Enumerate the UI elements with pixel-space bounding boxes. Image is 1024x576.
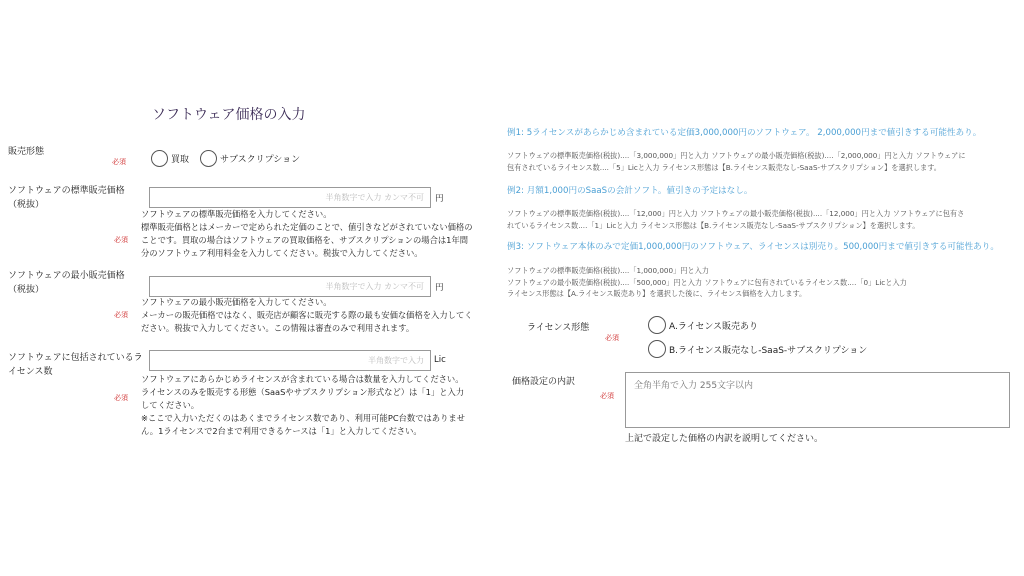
required-badge: 必須 bbox=[114, 236, 128, 244]
license-type-label: ライセンス形態 bbox=[527, 323, 590, 333]
minimum-price-input[interactable]: 半角数字で入力 カンマ不可 bbox=[149, 276, 431, 297]
radio-purchase-label: 買取 bbox=[171, 155, 190, 165]
radio-subscription-label: サブスクリプション bbox=[220, 155, 301, 165]
radio-license-a[interactable] bbox=[648, 316, 758, 334]
license-count-unit: Lic bbox=[434, 355, 446, 365]
price-breakdown-label: 価格設定の内訳 bbox=[512, 377, 576, 387]
example-2-heading: 例2: 月額1,000円のSaaSの会計ソフト。値引きの予定はなし。 bbox=[507, 186, 753, 196]
required-badge: 必須 bbox=[114, 394, 128, 402]
license-count-description: ソフトウェアにあらかじめライセンスが含まれている場合は数量を入力してください。 ライセンスのみを販売する形態（SaaSやサブスクリプション形式など）は「1」と入力 してください。 ※ここで入力いただくのはあくまでライセンス数であり、利用可能PC台数ではありませ ん。1ライセンスで2台まで利用できるケースは「1」と入力してください。 bbox=[141, 374, 465, 436]
radio-subscription[interactable] bbox=[200, 150, 300, 167]
radio-license-b-label: B.ライセンス販売なし-SaaS-サブスクリプション bbox=[669, 345, 868, 356]
radio-license-a-label: A.ライセンス販売あり bbox=[669, 321, 759, 332]
standard-price-input[interactable]: 半角数字で入力 カンマ不可 bbox=[149, 187, 431, 208]
price-breakdown-textarea[interactable]: 全角半角で入力 255文字以内 bbox=[625, 372, 1010, 428]
sales-type-label: 販売形態 bbox=[8, 147, 45, 157]
example-2-body: ソフトウェアの標準販売価格(税抜)....「12,000」円と入力 ソフトウェアの最小販売価格(税抜)....「12,000」円と入力 ソフトウェアに包有さ れているライセンス数....「1」Licと入力 ライセンス形態は【B.ライセンス販売なし-SaaS-サブスクリプション】を選択します。 bbox=[507, 209, 965, 230]
price-breakdown-help: 上記で設定した価格の内訳を説明してください。 bbox=[625, 434, 824, 444]
example-1-heading: 例1: 5ライセンスがあらかじめ含まれている定価3,000,000円のソフトウェア。 2,000,000円まで値引きする可能性あり。 bbox=[507, 128, 982, 138]
required-badge: 必須 bbox=[112, 158, 126, 166]
standard-price-description: ソフトウェアの標準販売価格を入力してください。 標準販売価格とはメーカーで定められた定価のことで、値引きなどがされていない価格の ことです。買取の場合はソフトウェアの買取価格を、サブスクリプションの場合は1年間 分のソフトウェア利用料金を入力してください。税抜で入力してください。 bbox=[141, 209, 473, 258]
required-badge: 必須 bbox=[605, 334, 619, 342]
license-count-label: ソフトウェアに包括されているライセンス数 bbox=[8, 353, 143, 377]
minimum-price-description: ソフトウェアの最小販売価格を入力してください。 メーカーの販売価格ではなく、販売店が顧客に販売する際の最も安価な価格を入力してく ださい。税抜で入力してください。この情報は審査のみで利用されます。 bbox=[141, 297, 473, 333]
standard-price-label: ソフトウェアの標準販売価格（税抜） bbox=[8, 186, 125, 210]
page-title: ソフトウェア価格の入力 bbox=[152, 107, 306, 123]
radio-circle-icon[interactable] bbox=[648, 316, 666, 334]
example-3-body: ソフトウェアの標準販売価格(税抜)....「1,000,000」円と入力 ソフトウェアの最小販売価格(税抜)....「500,000」円と入力 ソフトウェアに包有されているライセンス数....「0」Licと入力 ライセンス形態は【A.ライセンス販売あり】を選択した後に、ライセンス価格を入力します。 bbox=[507, 266, 907, 298]
minimum-price-unit: 円 bbox=[435, 283, 444, 293]
example-1-body: ソフトウェアの標準販売価格(税抜)....「3,000,000」円と入力 ソフトウェアの最小販売価格(税抜)....「2,000,000」円と入力 ソフトウェアに 包有されているライセンス数....「5」Licと入力 ライセンス形態は【B.ライセンス販売なし-SaaS-サブスクリプション】を選択します。 bbox=[507, 151, 966, 172]
radio-purchase[interactable] bbox=[151, 150, 189, 167]
license-count-input[interactable]: 半角数字で入力 bbox=[149, 350, 431, 371]
radio-circle-icon[interactable] bbox=[151, 150, 168, 167]
radio-circle-icon[interactable] bbox=[648, 340, 666, 358]
radio-license-b[interactable] bbox=[648, 340, 867, 358]
required-badge: 必須 bbox=[114, 311, 128, 319]
required-badge: 必須 bbox=[600, 392, 614, 400]
minimum-price-label: ソフトウェアの最小販売価格（税抜） bbox=[8, 271, 125, 295]
radio-circle-icon[interactable] bbox=[200, 150, 217, 167]
standard-price-unit: 円 bbox=[435, 194, 444, 204]
example-3-heading: 例3: ソフトウェア本体のみで定価1,000,000円のソフトウェア、ライセンスは別売り。500,000円まで値引きする可能性あり。 bbox=[507, 242, 999, 252]
